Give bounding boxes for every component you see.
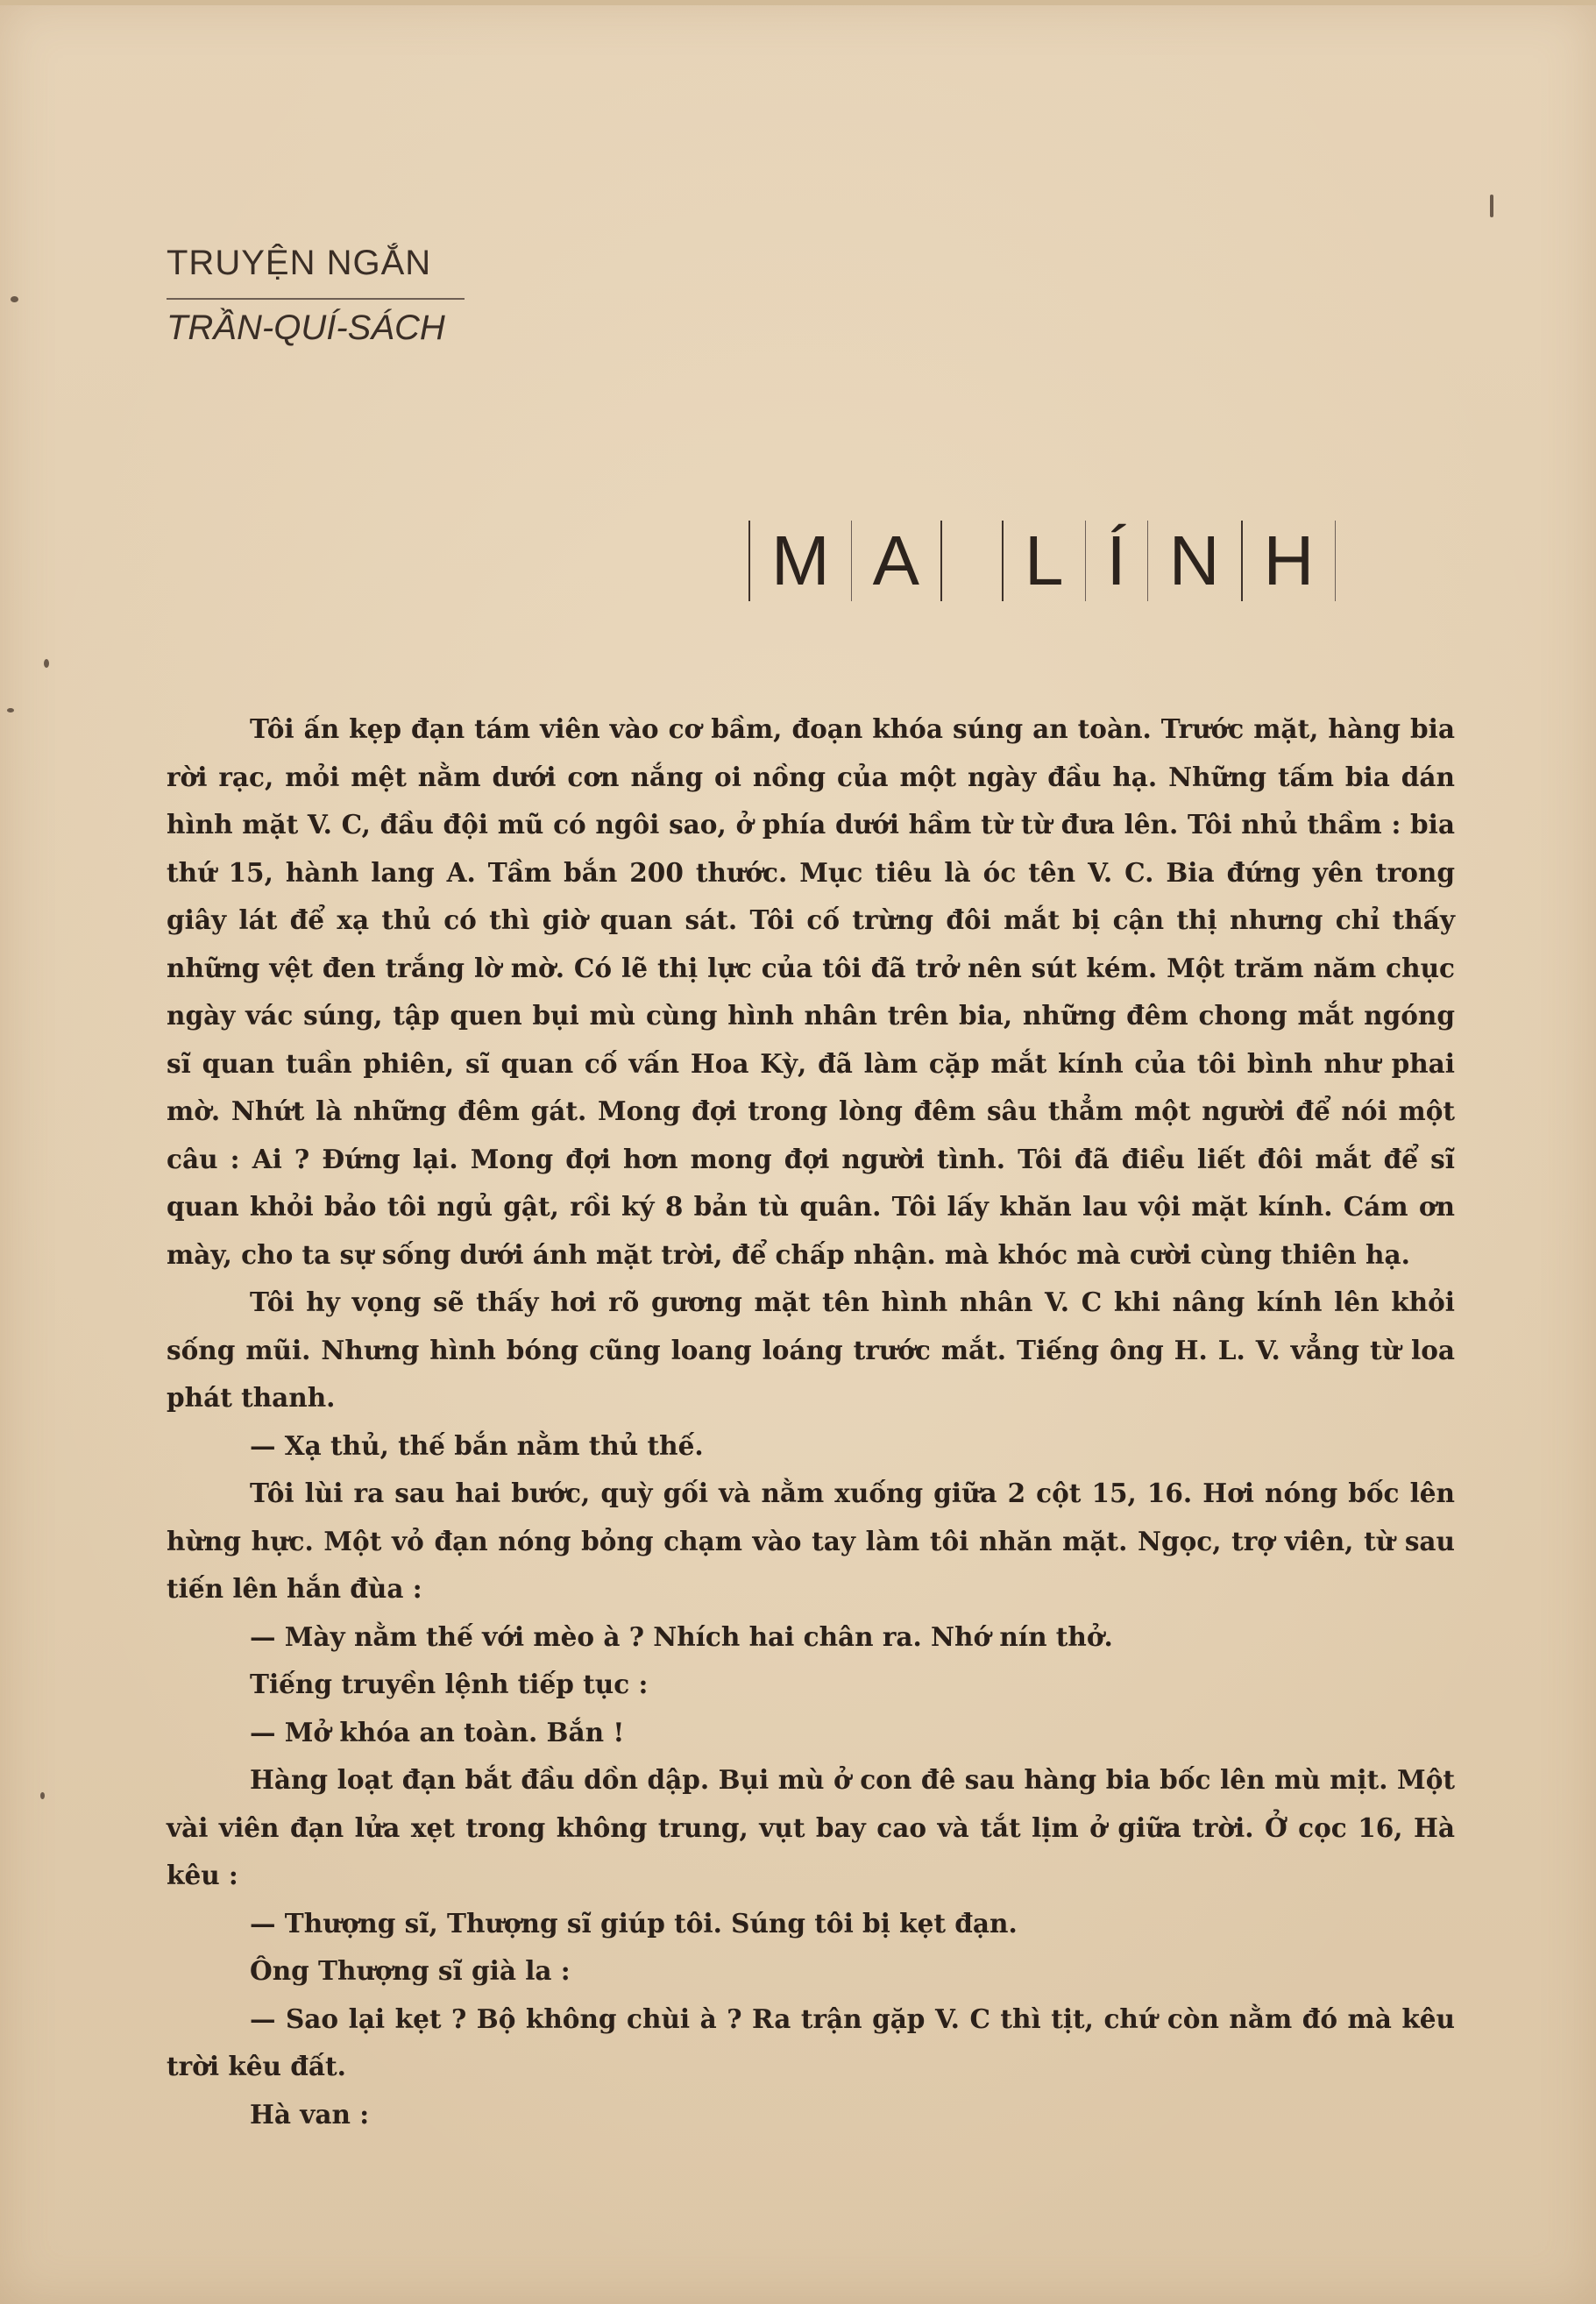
paper-speck: [1490, 195, 1493, 217]
title-divider: [940, 521, 942, 601]
dialogue-line: — Xạ thủ, thế bắn nằm thủ thế.: [250, 1429, 704, 1461]
page-top-edge: [0, 0, 1596, 5]
title-letter: Í: [1106, 521, 1126, 599]
header-rule: [167, 298, 465, 300]
title-divider: [1147, 521, 1148, 601]
paragraph: Hàng loạt đạn bắt đầu dồn dập. Bụi mù ở con đê sau hàng bia bốc lên mù mịt. Một vài viên đạn lửa xẹt trong không trung, vụt bay cao và tắt lịm ở giữa trời. Ở cọc 16, Hà kêu :: [167, 1764, 1455, 1890]
title-letter: A: [872, 521, 919, 599]
dialogue-line: — Sao lại kẹt ? Bộ không chùi à ? Ra trận gặp V. C thì tịt, chứ còn nằm đó mà kêu trời kêu đất.: [167, 2003, 1455, 2081]
paragraph: Hà van :: [250, 2098, 370, 2130]
title-divider: [1335, 521, 1336, 601]
section-label: TRUYỆN NGẮN: [167, 244, 432, 282]
title-divider: [851, 521, 852, 601]
paragraph: Tôi lùi ra sau hai bước, quỳ gối và nằm xuống giữa 2 cột 15, 16. Hơi nóng bốc lên hừng hực. Một vỏ đạn nóng bỏng chạm vào tay làm tôi nhăn mặt. Ngọc, trợ viên, từ sau tiến lên hắn đùa :: [167, 1478, 1455, 1604]
paragraph: Tiếng truyền lệnh tiếp tục :: [250, 1669, 649, 1699]
title-divider: [748, 521, 750, 601]
story-body: [167, 705, 1455, 2138]
title-letter: N: [1168, 521, 1220, 599]
title-divider: [1241, 521, 1243, 601]
dialogue-line: — Mở khóa an toàn. Bắn !: [250, 1716, 625, 1747]
paragraph: Tôi ấn kẹp đạn tám viên vào cơ bầm, đoạn khóa súng an toàn. Trước mặt, hàng bia rời rạc, mỏi mệt nằm dưới cơn nắng oi nồng của một ngày đầu hạ. Những tấm bia dán hình mặt V. C, đầu đội mũ có ngôi sao, ở phía dưới hầm từ từ đưa lên. Tôi nhủ thầm : bia thứ 15, hành lang A. Tầm bắn 200 thước. Mục tiêu là óc tên V. C. Bia đứng yên trong giây lát để xạ thủ có thì giờ quan sát. Tôi cố trừng đôi mắt bị cận thị nhưng chỉ thấy những vệt đen trắng lờ mờ. Có lẽ thị lực của tôi đã trở nên sút kém. Một trăm năm chục ngày vác súng, tập quen bụi mù cùng hình nhân trên bia, những đêm chong mắt ngóng sĩ quan tuần phiên, sĩ quan cố vấn Hoa Kỳ, đã làm cặp mắt kính của tôi bình như phai mờ. Nhứt là những đêm gát. Mong đợi trong lòng đêm sâu thẳm một người để nói một câu : Ai ? Đứng lại. Mong đợi hơn mong đợi người tình. Tôi đã điều liết đôi mắt để sĩ quan khỏi bảo tôi ngủ gật, rồi ký 8 bản tù quân. Tôi lấy khăn lau vội mặt kính. Cám ơn mày, cho ta sự sống dưới ánh mặt trời, để chấp nhận. mà khóc mà cười cùng thiên hạ.: [167, 713, 1455, 1270]
paper-speck: [11, 296, 18, 302]
paragraph: Ông Thượng sĩ già la :: [250, 1955, 571, 1986]
title-letter: M: [771, 521, 830, 599]
title-letter: H: [1263, 521, 1315, 599]
paper-speck: [40, 1792, 45, 1799]
title-divider: [1085, 521, 1086, 601]
title-letter: L: [1025, 521, 1064, 599]
author-name: TRẦN-QUÍ-SÁCH: [167, 308, 445, 347]
dialogue-line: — Mày nằm thế với mèo à ? Nhích hai chân ra. Nhớ nín thở.: [250, 1620, 1113, 1652]
paragraph: Tôi hy vọng sẽ thấy hơi rõ gương mặt tên hình nhân V. C khi nâng kính lên khỏi sống mũi. Nhưng hình bóng cũng loang loáng trước mắt. Tiếng ông H. L. V. vẳng từ loa phát thanh.: [167, 1287, 1455, 1413]
story-title: [745, 517, 1339, 605]
dialogue-line: — Thượng sĩ, Thượng sĩ giúp tôi. Súng tôi bị kẹt đạn.: [250, 1907, 1018, 1939]
paper-speck: [44, 659, 49, 668]
title-divider: [1002, 521, 1004, 601]
paper-speck: [7, 708, 14, 712]
